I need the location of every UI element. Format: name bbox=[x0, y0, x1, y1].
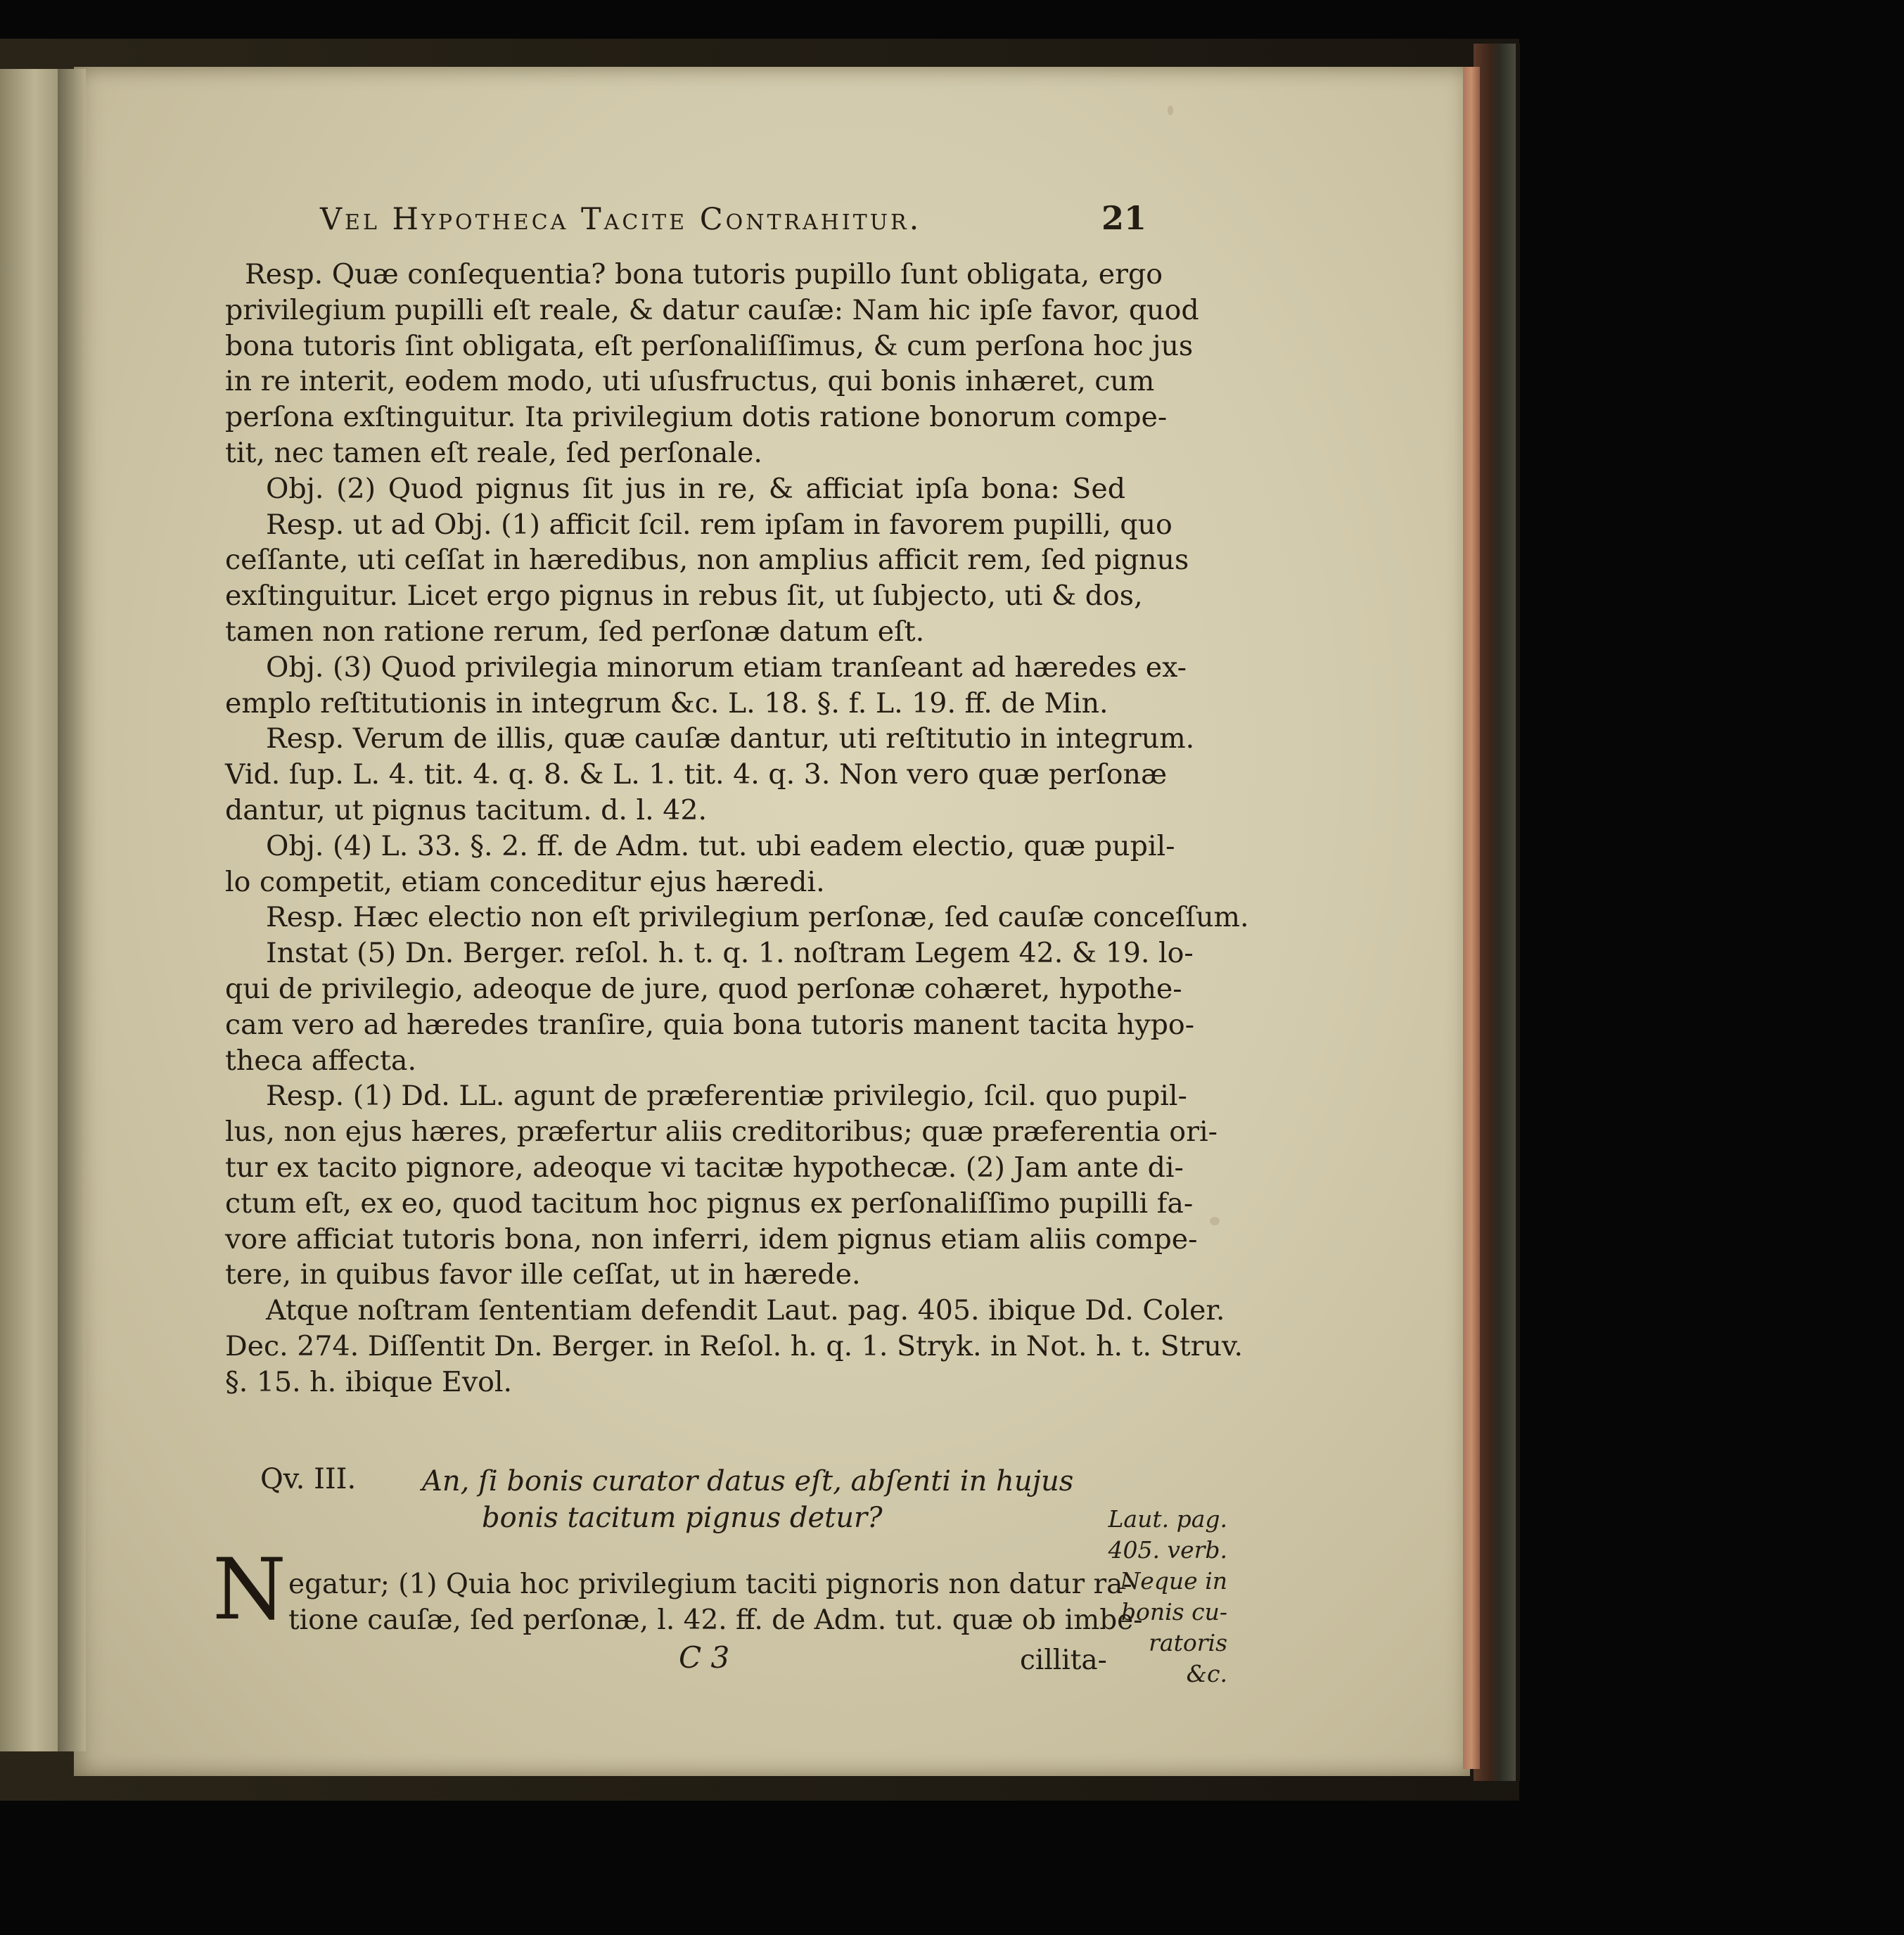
text-line: ceſſante, uti ceſſat in hæredibus, non amplius afficit rem, ſed pignus bbox=[225, 544, 1189, 577]
text-line: tit, nec tamen eſt reale, ſed perſonale. bbox=[225, 436, 762, 469]
text-line: dantur, ut pignus tacitum. d. l. 42. bbox=[225, 793, 708, 826]
text-line: tione cauſæ, ſed perſonæ, l. 42. ff. de Adm. tut. quæ ob imbe- bbox=[288, 1604, 1143, 1636]
text-line: lus, non ejus hæres, præfertur aliis creditoribus; quæ præferentia ori- bbox=[225, 1116, 1218, 1149]
text-line: Obj. (3) Quod privilegia minorum etiam tranſeant ad hæredes ex- bbox=[266, 651, 1187, 684]
text-line: Atque noſtram ſententiam defendit Laut. pag. 405. ibique Dd. Coler. bbox=[266, 1294, 1225, 1327]
text-line: qui de privilegio, adeoque de jure, quod perſonæ cohæret, hypothe- bbox=[225, 972, 1182, 1005]
text-line: Obj. (2) Quod pignus ſit jus in re, & afficiat ipſa bona: Sed bbox=[266, 472, 1125, 505]
foxing-spot bbox=[1168, 106, 1173, 115]
quaestio-label: Qv. III. bbox=[260, 1463, 357, 1495]
page-fore-edge bbox=[1463, 67, 1480, 1769]
text-line: Resp. Verum de illis, quæ cauſæ dantur, uti reſtitutio in integrum. bbox=[266, 722, 1195, 755]
text-line: lo competit, etiam conceditur ejus hæredi. bbox=[225, 865, 825, 898]
marginal-note-line: Laut. pag. bbox=[1108, 1505, 1227, 1533]
text-line: Instat (5) Dn. Berger. reſol. h. t. q. 1. noſtram Legem 42. & 19. lo- bbox=[266, 937, 1194, 970]
marginal-note-line: ratoris bbox=[1149, 1629, 1227, 1656]
text-line: theca affecta. bbox=[225, 1044, 417, 1077]
final-paragraph bbox=[288, 1567, 1143, 1639]
page-gutter bbox=[58, 69, 86, 1751]
marginal-note-line: bonis cu- bbox=[1120, 1598, 1227, 1626]
text-line: Resp. ut ad Obj. (1) afficit ſcil. rem ipſam in favorem pupilli, quo bbox=[266, 508, 1173, 541]
text-line: Dec. 274. Diſſentit Dn. Berger. in Reſol. h. q. 1. Stryk. in Not. h. t. Struv. bbox=[225, 1329, 1244, 1362]
text-line: bona tutoris ſint obligata, eſt perſonaliſſimus, & cum perſona hoc jus bbox=[225, 329, 1194, 362]
text-line: Vid. ſup. L. 4. tit. 4. q. 8. & L. 1. tit. 4. q. 3. Non vero quæ perſonæ bbox=[225, 758, 1168, 791]
marginal-note-line: Neque in bbox=[1120, 1567, 1227, 1595]
text-line: §. 15. h. ibique Evol. bbox=[225, 1365, 513, 1398]
quaestio-heading bbox=[422, 1463, 1074, 1536]
running-head bbox=[320, 199, 1146, 237]
text-line: tamen non ratione rerum, ſed perſonæ datum eſt. bbox=[225, 615, 925, 648]
text-line: privilegium pupilli eſt reale, & datur cauſæ: Nam hic ipſe favor, quod bbox=[225, 293, 1199, 326]
text-line: tur ex tacito pignore, adeoque vi tacitæ hypothecæ. (2) Jam ante di- bbox=[225, 1151, 1184, 1184]
text-line: Resp. (1) Dd. LL. agunt de præferentiæ privilegio, ſcil. quo pupil- bbox=[266, 1080, 1187, 1113]
signature-mark: C 3 bbox=[679, 1640, 730, 1675]
quaestio-line: bonis tacitum pignus detur? bbox=[482, 1502, 883, 1534]
text-line: perſona exſtinguitur. Ita privilegium dotis ratione bonorum compe- bbox=[225, 401, 1168, 434]
drop-cap: N bbox=[212, 1541, 286, 1639]
foxing-spot bbox=[1210, 1217, 1220, 1225]
text-line: ctum eſt, ex eo, quod tacitum hoc pignus ex perſonaliſſimo pupilli fa- bbox=[225, 1187, 1194, 1220]
text-line: Obj. (4) L. 33. §. 2. ff. de Adm. tut. ubi eadem electio, quæ pupil- bbox=[266, 829, 1175, 862]
marginal-note-line: 405. verb. bbox=[1108, 1536, 1227, 1564]
catchword: cillita- bbox=[1020, 1645, 1107, 1676]
text-line: emplo reſtitutionis in integrum &c. L. 18. §. f. L. 19. ff. de Min. bbox=[225, 686, 1108, 720]
text-line: in re interit, eodem modo, uti uſusfructus, qui bonis inhæret, cum bbox=[225, 365, 1155, 398]
text-line: cam vero ad hæredes tranſire, quia bona tutoris manent tacita hypo- bbox=[225, 1008, 1195, 1041]
text-line: vore afficiat tutoris bona, non inferri, idem pignus etiam aliis compe- bbox=[225, 1222, 1198, 1256]
page-number: 21 bbox=[1101, 199, 1146, 237]
body-text bbox=[225, 257, 1249, 1400]
running-head-title: Vel Hypotheca Tacite Contrahitur. bbox=[320, 202, 922, 237]
book-board-edge bbox=[1474, 44, 1520, 1781]
text-line: tere, in quibus favor ille ceſſat, ut in hærede. bbox=[225, 1258, 861, 1291]
facing-page-edge bbox=[0, 69, 58, 1751]
text-line: egatur; (1) Quia hoc privilegium taciti pignoris non datur ra- bbox=[288, 1569, 1132, 1600]
quaestio-line: An, ſi bonis curator datus eſt, abſenti in hujus bbox=[422, 1465, 1074, 1497]
marginal-note bbox=[1097, 1504, 1227, 1690]
text-line: Resp. Hæc electio non eſt privilegium perſonæ, ſed cauſæ conceſſum. bbox=[266, 901, 1249, 934]
text-line: exſtinguitur. Licet ergo pignus in rebus ſit, ut ſubjecto, uti & dos, bbox=[225, 580, 1143, 613]
text-line: Resp. Quæ conſequentia? bona tutoris pupillo ſunt obligata, ergo bbox=[245, 258, 1163, 290]
marginal-note-line: &c. bbox=[1186, 1660, 1227, 1687]
